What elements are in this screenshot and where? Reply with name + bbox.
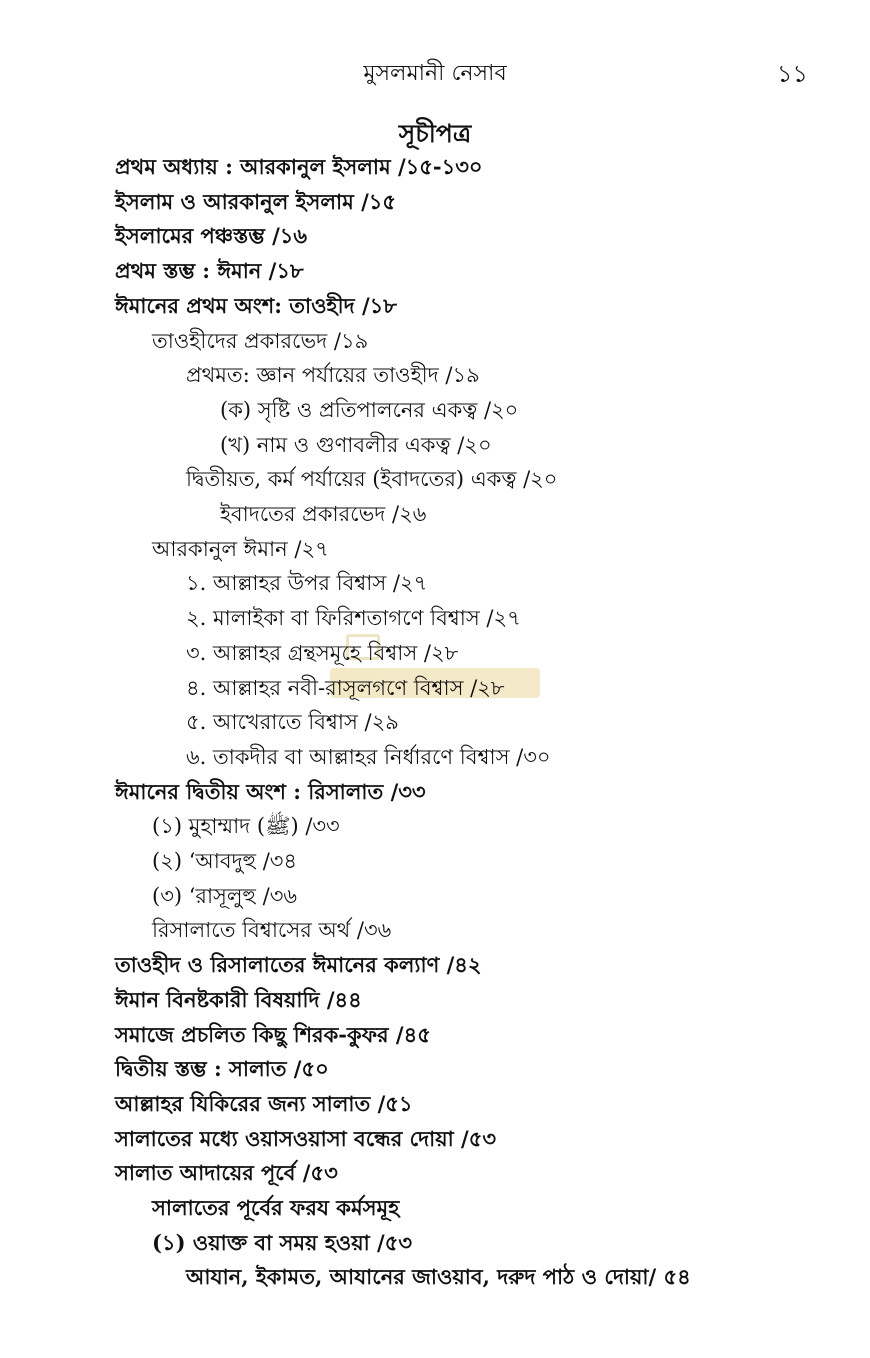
toc-entry-page: / ৫০ [286, 1056, 328, 1081]
toc-entry [186, 462, 557, 496]
toc-entry-page: / ২০ [451, 433, 492, 457]
toc-entry-title: সমাজে প্রচলিত কিছু শিরক-কুফর [115, 1022, 389, 1047]
toc-entry-page: / ২৮ [417, 641, 458, 665]
toc-entry [186, 705, 399, 739]
toc-entry-page: / ৫৩ [454, 1126, 496, 1151]
toc-entry-title: ঈমান বিনষ্টকারী বিষয়াদি [115, 987, 320, 1012]
toc-entry-page: / ২৬ [385, 502, 426, 526]
toc-entry-page: / ১৫-১৩০ [391, 154, 483, 179]
toc-entry-page: / ৩৬ [350, 918, 391, 942]
toc-entry [186, 358, 480, 392]
toc-entry-title: দ্বিতীয়ত, কর্ম পর্যায়ের (ইবাদতের) একত্ব [186, 467, 517, 491]
toc-entry-page: / ৪৫ [389, 1022, 431, 1047]
toc-entry [115, 1018, 431, 1052]
toc-entry [115, 1156, 338, 1190]
toc-entry [115, 185, 396, 219]
toc-entry [152, 809, 340, 843]
toc-entry-page: / ৫৪ [648, 1264, 690, 1289]
toc-entry [220, 497, 426, 531]
toc-entry-page: / ৩৪ [256, 849, 297, 873]
toc-entry-title: ৬. তাকদীর বা আল্লাহর নির্ধারণে বিশ্বাস [186, 745, 510, 769]
toc-entry [152, 844, 297, 878]
toc-entry [186, 671, 505, 705]
toc-entry-page: / ২৭ [386, 571, 427, 595]
toc-entry [115, 1052, 329, 1086]
toc-entry-title: সালাতের মধ্যে ওয়াসওয়াসা বন্ধের দোয়া [115, 1126, 454, 1151]
toc-entry-page: / ১৯ [439, 363, 480, 387]
toc-entry-title: ৫. আখেরাতে বিশ্বাস [186, 710, 358, 734]
toc-entry-page: / ৫১ [370, 1091, 412, 1116]
toc-entry-page: / ২৯ [358, 710, 399, 734]
toc-entry-page: / ৫৩ [370, 1230, 412, 1255]
toc-entry-title: আল্লাহর যিকিরের জন্য সালাত [115, 1091, 371, 1116]
toc-entry [152, 913, 391, 947]
page-number: ১১ [776, 60, 808, 88]
toc-entry-page: / ১৮ [355, 293, 397, 318]
toc-entry-title: সালাতের পূর্বের ফরয কর্মসমূহ [152, 1195, 400, 1220]
toc-entry-page: / ২৮ [463, 676, 504, 700]
toc-entry-page: / ৪৪ [320, 987, 362, 1012]
toc-entry [186, 636, 458, 670]
toc-entry-title: সালাত আদায়ের পূর্বে [115, 1160, 296, 1185]
toc-entry-title: তাওহীদ ও রিসালাতের ঈমানের কল্যাণ [115, 952, 440, 977]
toc-entry-page: / ১৫ [354, 189, 396, 214]
toc-entry-title: (ক) সৃষ্টি ও প্রতিপালনের একত্ব [220, 398, 478, 422]
toc-entry [152, 1226, 412, 1260]
toc-entry-title: (১) ওয়াক্ত বা সময় হওয়া [152, 1230, 370, 1255]
toc-entry-page: / ১৮ [261, 258, 303, 283]
toc-entry-page: / ৫৩ [295, 1160, 337, 1185]
toc-entry-page: / ১৯ [327, 329, 368, 353]
toc-entry-title: ২. মালাইকা বা ফিরিশতাগণে বিশ্বাস [186, 606, 480, 630]
toc-entry-title: প্রথম স্তম্ভ : ঈমান [115, 258, 262, 283]
toc-entry [220, 428, 492, 462]
toc-entry-title: দ্বিতীয় স্তম্ভ : সালাত [115, 1056, 287, 1081]
running-title: মুসলমানী নেসাব [363, 61, 507, 86]
toc-entry-title: রিসালাতে বিশ্বাসের অর্থ [152, 918, 351, 942]
toc-entry-title: ঈমানের দ্বিতীয় অংশ : রিসালাত [115, 779, 384, 804]
toc-entry [152, 1191, 399, 1225]
toc-entry-title: ইসলাম ও আরকানুল ইসলাম [115, 189, 354, 214]
toc-entry-title: ইসলামের পঞ্চস্তম্ভ [115, 223, 265, 248]
toc-entry [115, 219, 307, 253]
toc-entry-page: / ২৭ [288, 537, 329, 561]
toc-entry-page: / ৩০ [509, 745, 550, 769]
toc-entry [186, 740, 551, 774]
toc-entry-title: ঈমানের প্রথম অংশ: তাওহীদ [115, 293, 355, 318]
toc-entry-title: প্রথম অধ্যায় : আরকানুল ইসলাম [115, 154, 391, 179]
toc-entry [115, 983, 362, 1017]
page-header [0, 52, 870, 92]
toc-entry-page: / ৩৩ [299, 814, 340, 838]
toc-entry-title: ৩. আল্লাহর গ্রন্থসমূহে বিশ্বাস [186, 641, 418, 665]
toc-entry [186, 566, 427, 600]
toc-entry-page: / ২০ [516, 467, 557, 491]
toc-entry [186, 1260, 691, 1294]
toc-entry-page: / ২০ [477, 398, 518, 422]
toc-entry [152, 324, 368, 358]
toc-entry [115, 948, 482, 982]
toc-entry-page: / ৩৩ [383, 779, 425, 804]
toc-entry-page: / ১৬ [265, 223, 307, 248]
toc-entry-title: ইবাদতের প্রকারভেদ [220, 502, 386, 526]
toc-entry-page: / ২৭ [480, 606, 521, 630]
toc-entry-title: প্রথমত: জ্ঞান পর্যায়ের তাওহীদ [186, 363, 439, 387]
toc-entry-title: আযান, ইকামত, আযানের জাওয়াব, দরুদ পাঠ ও দোয়া [186, 1264, 649, 1289]
toc-entry-title: (২) ‘আবদুহু [152, 849, 257, 873]
toc-entry-title: ১. আল্লাহর উপর বিশ্বাস [186, 571, 387, 595]
toc-entry [186, 601, 521, 635]
toc-entry-title: (১) মুহাম্মাদ (ﷺ) [152, 814, 299, 838]
toc-entry [115, 150, 483, 184]
toc-entry-title: আরকানুল ঈমান [152, 537, 288, 561]
toc-heading: সূচীপত্র [398, 119, 472, 148]
toc-entry-page: / ৪২ [439, 952, 481, 977]
toc-entry-title: (৩) ‘রাসূলুহু [152, 884, 256, 908]
toc-entry [115, 254, 304, 288]
toc-entry [220, 393, 518, 427]
toc-entry-page: / ৩৬ [256, 884, 297, 908]
toc-entry-title: (খ) নাম ও গুণাবলীর একত্ব [220, 433, 451, 457]
toc-entry-title: ৪. আল্লাহর নবী-রাসূলগণে বিশ্বাস [186, 676, 464, 700]
toc-entry [115, 1122, 496, 1156]
toc-entry [152, 532, 329, 566]
toc-entry [115, 289, 397, 323]
toc-entry-title: তাওহীদের প্রকারভেদ [152, 329, 328, 353]
toc-entry [115, 1087, 413, 1121]
toc-entry [152, 879, 297, 913]
toc-entry [115, 775, 426, 809]
